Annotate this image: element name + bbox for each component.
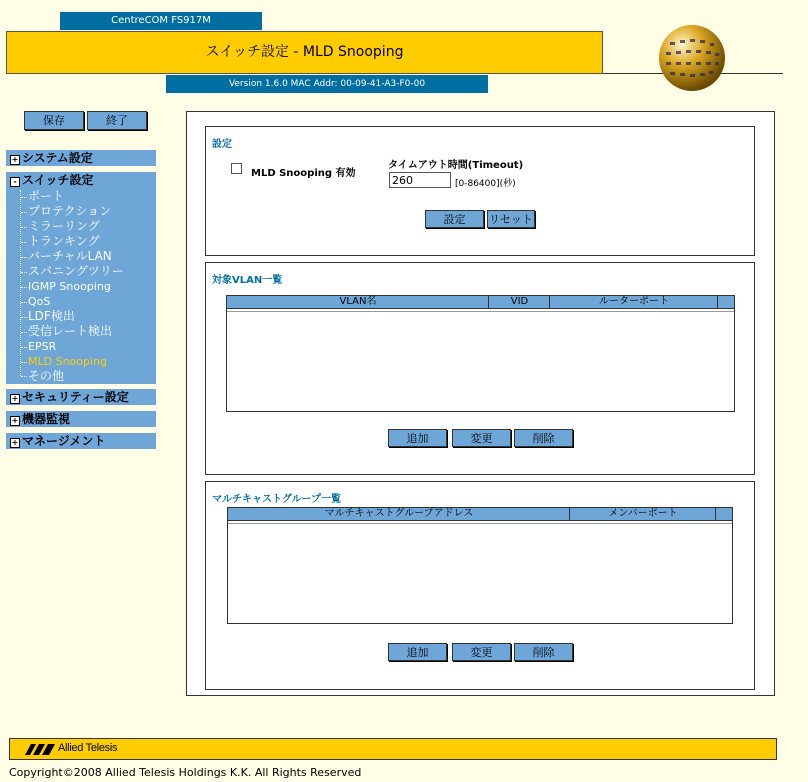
timeout-input[interactable]	[389, 172, 451, 188]
menu-switch-label: スイッチ設定	[22, 173, 94, 187]
group-table[interactable]	[227, 507, 733, 624]
vlan-delete-button[interactable]: 削除	[514, 429, 573, 447]
column-spacer	[717, 296, 734, 309]
column-spacer	[715, 508, 732, 521]
tree-tick	[21, 287, 27, 289]
page-title: スイッチ設定 - MLD Snooping	[6, 31, 603, 74]
menu-management-label: マネージメント	[22, 434, 106, 448]
reset-button[interactable]: リセット	[487, 210, 535, 228]
header-shadow	[228, 523, 732, 524]
group-edit-button[interactable]: 変更	[452, 643, 511, 661]
timeout-label: タイムアウト時間(Timeout)	[388, 160, 524, 171]
menu-switch[interactable]	[10, 173, 94, 187]
apply-button[interactable]: 設定	[425, 210, 484, 228]
tree-tick	[21, 332, 27, 334]
sidebar-item-trunking[interactable]: トランキング	[28, 234, 100, 248]
save-button[interactable]: 保存	[24, 111, 84, 130]
tree-tick	[21, 376, 27, 378]
globe-logo-icon	[658, 24, 726, 92]
tree-tick	[21, 242, 27, 244]
vlan-list-section	[205, 262, 755, 475]
menu-system[interactable]	[6, 150, 156, 166]
menu-security[interactable]	[6, 389, 156, 405]
menu-monitor[interactable]	[6, 411, 156, 427]
sidebar-item-ldf[interactable]: LDF検出	[28, 309, 75, 323]
mld-enable-checkbox[interactable]	[231, 163, 242, 174]
menu-switch-group	[6, 172, 156, 384]
column-vid[interactable]: VID	[488, 296, 550, 309]
sidebar-item-protection[interactable]: プロテクション	[28, 204, 112, 218]
copyright-text: Copyright©2008 Allied Telesis Holdings K.K. All Rights Reserved	[9, 766, 362, 779]
sidebar-item-qos[interactable]: QoS	[28, 295, 51, 308]
group-list-section	[205, 481, 755, 690]
sidebar-item-mld-snooping[interactable]: MLD Snooping	[28, 355, 107, 368]
brand-name: Allied Telesis	[58, 742, 118, 754]
settings-section	[205, 126, 755, 256]
version-info: Version 1.6.0 MAC Addr: 00-09-41-A3-F0-00	[166, 75, 488, 93]
vlan-edit-button[interactable]: 変更	[452, 429, 511, 447]
sidebar-item-other[interactable]: その他	[28, 369, 65, 383]
plus-box-icon: +	[11, 416, 19, 425]
sidebar-item-mirroring[interactable]: ミラーリング	[28, 219, 100, 233]
settings-title: 設定	[212, 139, 232, 150]
tree-tick	[21, 257, 27, 259]
menu-system-label: システム設定	[22, 151, 93, 165]
tree-tick	[21, 362, 27, 364]
tree-tick	[21, 347, 27, 349]
column-vlan-name[interactable]: VLAN名	[227, 296, 489, 309]
menu-management[interactable]	[6, 433, 156, 449]
sidebar-item-port[interactable]: ポート	[28, 189, 65, 203]
plus-box-icon: +	[11, 155, 19, 164]
header-shadow	[227, 311, 734, 312]
menu-monitor-label: 機器監視	[22, 412, 71, 426]
sidebar-item-spanning-tree[interactable]: スパニングツリー	[28, 264, 124, 278]
timeout-range: [0-86400](秒)	[455, 179, 516, 189]
exit-button[interactable]: 終了	[87, 111, 147, 130]
vlan-table[interactable]	[226, 295, 735, 412]
plus-box-icon: +	[11, 394, 19, 403]
column-group-address[interactable]: マルチキャストグループアドレス	[228, 508, 570, 521]
group-add-button[interactable]: 追加	[388, 643, 447, 661]
plus-box-icon: +	[11, 438, 19, 447]
sidebar-item-vlan[interactable]: バーチャルLAN	[28, 249, 112, 263]
model-name: CentreCOM FS917M	[60, 12, 262, 30]
group-list-title: マルチキャストグループ一覧	[212, 494, 341, 505]
tree-tick	[21, 212, 27, 214]
sidebar-item-igmp-snooping[interactable]: IGMP Snooping	[28, 280, 111, 293]
tree-tick	[21, 317, 27, 319]
allied-telesis-logo-icon	[25, 744, 55, 755]
mld-enable-label: MLD Snooping 有効	[251, 168, 356, 179]
tree-tick	[21, 272, 27, 274]
tree-tick	[21, 302, 27, 304]
vlan-add-button[interactable]: 追加	[388, 429, 447, 447]
sidebar-item-rate-detect[interactable]: 受信レート検出	[28, 324, 113, 338]
tree-tick	[21, 227, 27, 229]
footer-bar	[9, 738, 777, 760]
minus-box-icon: -	[10, 177, 20, 187]
menu-security-label: セキュリティー設定	[22, 390, 129, 404]
vlan-list-title: 対象VLAN一覧	[212, 275, 283, 286]
column-router-port[interactable]: ルーターポート	[549, 296, 718, 309]
sidebar-item-epsr[interactable]: EPSR	[28, 340, 57, 353]
column-member-port[interactable]: メンバーポート	[569, 508, 716, 521]
tree-tick	[21, 197, 27, 199]
group-delete-button[interactable]: 削除	[514, 643, 573, 661]
